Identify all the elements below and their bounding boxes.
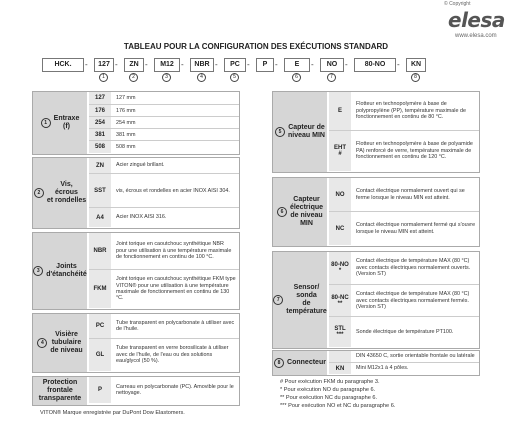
code-segment: ZN [124, 58, 144, 72]
code-segment: 80-NO [354, 58, 396, 72]
section-title: Capteur de niveau MIN [288, 124, 325, 139]
section-number: 2 [34, 188, 44, 198]
table-row [329, 211, 479, 245]
section-title: Connecteur [287, 359, 326, 366]
footnote-line: * Pour exécution NO du paragraphe 6. [280, 387, 376, 393]
config-section [272, 350, 480, 376]
viton-trademark-note: VITON® Marque enregistrée par DuPont Dow Elastomers. [40, 410, 185, 416]
section-label [273, 178, 327, 246]
row-description: Flotteur en technopolymère à base de polypropylène (PP), température maximale de fonctionnement en continu de 80 °C. [356, 101, 466, 121]
row-description: vis, écrous et rondelles en acier INOX AISI 304. [116, 187, 230, 194]
code-segment: KN [406, 58, 426, 72]
row-code: 127 [89, 92, 111, 104]
section-number: 6 [277, 207, 287, 217]
table-row [89, 173, 239, 208]
copyright-text: © Copyright [444, 1, 471, 7]
row-description: Sonde électrique de température PT100. [356, 328, 454, 335]
code-segment-number: 7 [327, 73, 336, 82]
table-row [89, 269, 239, 308]
footnote-line: *** Pour exécution NO et NC du paragraphe 6. [280, 403, 396, 409]
row-code: KN [329, 363, 351, 374]
row-description: 176 mm [116, 107, 136, 114]
row-code: 80-NC ** [329, 285, 351, 317]
row-code: EHT # [329, 131, 351, 171]
code-segment: M12 [154, 58, 180, 72]
elesa-logo: elesa [448, 8, 505, 32]
table-row [89, 377, 239, 403]
section-label [33, 158, 87, 228]
table-row [89, 140, 239, 153]
code-separator: - [115, 60, 118, 69]
config-section [32, 232, 240, 310]
row-description: Mini M12x1 à 4 pôles. [356, 365, 409, 372]
code-segment: P [256, 58, 274, 72]
section-label [33, 233, 87, 309]
row-code: E [329, 92, 351, 130]
code-segment: PC [224, 58, 246, 72]
row-code: PC [89, 314, 111, 338]
table-row [89, 314, 239, 338]
code-segment-number: 3 [162, 73, 171, 82]
section-title: Protection frontale transparente [38, 379, 82, 402]
row-code: GL [89, 339, 111, 371]
section-label [33, 92, 87, 154]
config-section [32, 376, 240, 406]
section-number: 4 [37, 338, 47, 348]
row-description: Tube transparent en verre borosilicate à utiliser avec de l'huile, de l'eau ou des solutions eau/glycol (50 %). [116, 345, 229, 365]
row-code: A4 [89, 208, 111, 227]
code-separator: - [181, 60, 184, 69]
section-title: Sensor/ sonda de température [286, 284, 327, 315]
table-row [89, 92, 239, 104]
code-segment: NO [320, 58, 344, 72]
table-row [329, 316, 479, 347]
table-row [329, 362, 479, 374]
table-row [89, 207, 239, 227]
row-description: DIN 43650 C, sortie orientable frontale ou latérale [356, 353, 475, 360]
code-segment: 127 [94, 58, 114, 72]
row-description: Flotteur en technopolymère à base de polyamide PA) renforcé de verre, température maximale de fonctionnement en continu de 120 °C. [356, 141, 473, 161]
section-label [273, 351, 327, 375]
code-separator: - [275, 60, 278, 69]
table-row [329, 130, 479, 171]
table-row [329, 92, 479, 130]
row-code: 508 [89, 141, 111, 153]
section-number: 5 [275, 127, 285, 137]
section-label [33, 377, 87, 405]
row-code: NO [329, 178, 351, 211]
code-separator: - [311, 60, 314, 69]
row-code: 80-NO * [329, 252, 351, 284]
row-description: Joint torique en caoutchouc synthétique FKM type VITON® pour une utilisation à une température maximale de fonctionnement en continu de 130 °C. [116, 276, 236, 302]
table-row [89, 338, 239, 371]
row-code: ZN [89, 158, 111, 173]
website-url: www.elesa.com [455, 33, 497, 39]
row-code: NC [329, 212, 351, 245]
code-segment-number: 1 [99, 73, 108, 82]
code-separator: - [145, 60, 148, 69]
code-segment-number: 6 [292, 73, 301, 82]
section-number: 8 [274, 358, 284, 368]
table-row [329, 351, 479, 362]
table-row [329, 178, 479, 211]
config-section [272, 251, 480, 349]
row-code: P [89, 377, 111, 403]
section-number: 7 [273, 295, 283, 305]
section-title: Visière tubulaire de niveau [50, 331, 83, 354]
footnote-line: # Pour exécution FKM du paragraphe 3. [280, 379, 380, 385]
row-description: Contact électrique de température MAX (80 °C) avec contacts électriques normalement ouverts. (Version ST) [356, 258, 471, 278]
code-segment-number: 2 [129, 73, 138, 82]
page-title: TABLEAU POUR LA CONFIGURATION DES EXÉCUTIONS STANDARD [123, 42, 389, 51]
section-label [273, 252, 327, 348]
row-description: 127 mm [116, 94, 136, 101]
row-description: 254 mm [116, 119, 136, 126]
section-label [273, 92, 327, 172]
table-row [329, 284, 479, 317]
footnote-line: ** Pour exécution NC du paragraphe 6. [280, 395, 378, 401]
section-title: Entraxe (f) [53, 115, 80, 130]
section-title: Capteur électrique de niveau MIN [289, 196, 324, 227]
row-description: 508 mm [116, 143, 136, 150]
code-segment: NBR [190, 58, 214, 72]
row-description: Contact électrique de température MAX (80 °C) avec contacts électriques normalement fermés. (Version ST) [356, 291, 470, 311]
config-section [272, 177, 480, 247]
configuration-code-row [42, 58, 482, 80]
row-code: 176 [89, 105, 111, 117]
code-segment-number: 4 [197, 73, 206, 82]
code-segment: E [284, 58, 310, 72]
table-row [89, 233, 239, 269]
row-description: Joint torique en caoutchouc synthétique NBR pour une utilisation à une température maximale de fonctionnement en continu de 100 °C. [116, 241, 232, 261]
row-code: STL *** [329, 317, 351, 347]
section-title: Joints d'étanchéité [46, 263, 87, 278]
code-segment: HCK. [42, 58, 84, 72]
row-code [329, 351, 351, 362]
row-code: NBR [89, 233, 111, 269]
row-code: FKM [89, 270, 111, 308]
section-title: Vis, écrous et rondelles [46, 181, 87, 204]
config-section [32, 313, 240, 373]
row-description: Acier zingué brillant. [116, 162, 165, 169]
row-code: 254 [89, 117, 111, 129]
code-separator: - [247, 60, 250, 69]
row-description: Contact électrique normalement fermé qui s'ouvre lorsque le niveau MIN est atteint. [356, 222, 476, 235]
row-code: SST [89, 174, 111, 208]
table-row [329, 252, 479, 284]
config-section [32, 91, 240, 155]
code-segment-number: 8 [411, 73, 420, 82]
code-separator: - [215, 60, 218, 69]
code-separator: - [397, 60, 400, 69]
code-separator: - [345, 60, 348, 69]
code-segment-number: 5 [230, 73, 239, 82]
section-number: 1 [41, 118, 51, 128]
code-separator: - [85, 60, 88, 69]
row-code: 381 [89, 129, 111, 141]
section-number: 3 [33, 266, 43, 276]
row-description: 381 mm [116, 131, 136, 138]
row-description: Carreau en polycarbonate (PC). Amovible pour le nettoyage. [116, 383, 234, 396]
config-section [272, 91, 480, 173]
row-description: Acier INOX AISI 316. [116, 214, 167, 221]
table-row [89, 158, 239, 173]
row-description: Contact électrique normalement ouvert qui se ferme lorsque le niveau MIN est atteint. [356, 188, 465, 201]
section-label [33, 314, 87, 372]
config-section [32, 157, 240, 229]
row-description: Tube transparent en polycarbonate à utiliser avec de l'huile. [116, 319, 235, 332]
